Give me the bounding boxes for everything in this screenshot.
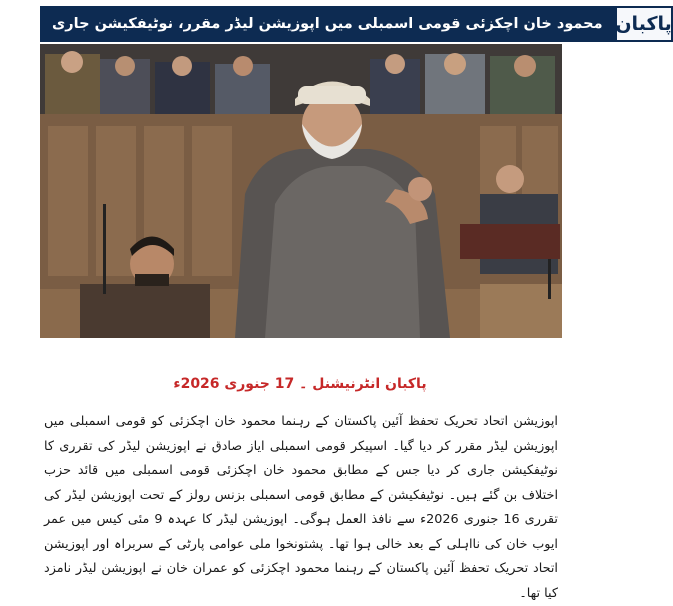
brand-logo: پاکبان bbox=[615, 6, 673, 42]
header-banner bbox=[40, 6, 672, 42]
headline: محمود خان اچکزئی قومی اسمبلی میں اپوزیشن لیڈر مقرر، نوٹیفکیشن جاری bbox=[40, 6, 615, 42]
dateline: پاکبان انٹرنیشنل ۔ 17 جنوری 2026ء bbox=[173, 376, 427, 392]
news-photo bbox=[40, 44, 562, 338]
article-body: اپوزیشن اتحاد تحریک تحفظ آئین پاکستان کے رہنما محمود خان اچکزئی کو قومی اسمبلی میں اپوزیشن لیڈر مقرر کر دیا گیا۔ اسپیکر قومی اسمبلی ایاز صادق نے اپوزیشن لیڈر کی تقرری کا نوٹیفکیشن جاری کر دیا جس کے مطابق محمود خان اچکزئی قومی اسمبلی میں قائد حزب اختلاف بن گئے ہیں۔ نوٹیفکیشن کے مطابق قومی اسمبلی بزنس رولز کے تحت اپوزیشن لیڈر کی تقرری 16 جنوری 2026ء سے نافذ العمل ہوگی۔ اپوزیشن لیڈر کا عہدہ 9 مئی کیس میں عمر ایوب خان کی نااہلی کے بعد خالی ہوا تھا۔ پشتونخوا ملی عوامی پارٹی کے سربراہ اور اپوزیشن اتحاد تحریک تحفظ آئین پاکستان کے رہنما محمود اچکزئی کو عمران خان نے اپوزیشن لیڈر نامزد کیا تھا۔ bbox=[44, 414, 558, 601]
